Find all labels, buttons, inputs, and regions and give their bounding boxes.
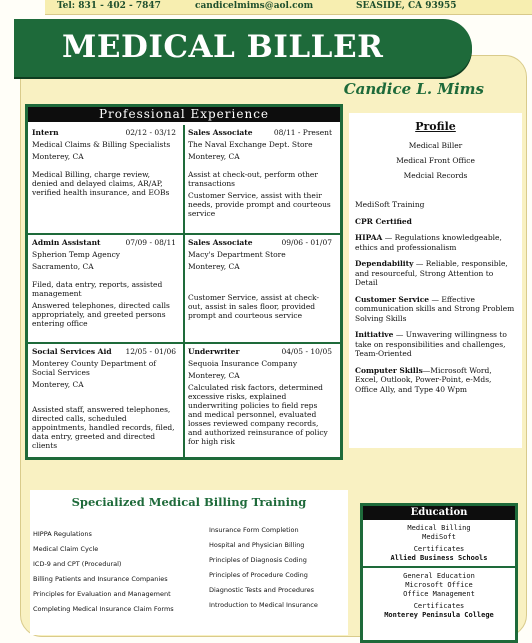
profile-skill	[349, 217, 522, 227]
experience-section	[25, 104, 343, 460]
profile-skill	[349, 295, 522, 324]
job-entry	[29, 236, 179, 330]
training-item: Billing Patients and Insurance Companies	[33, 575, 168, 583]
education-program: MediSoft	[422, 533, 456, 541]
email-text: candicelmims@aol.com	[195, 1, 314, 11]
skill-label: Computer Skills	[355, 365, 423, 375]
job-detail: Filed, data entry, reports, assisted management	[32, 280, 163, 298]
training-item: Principles of Diagnosis Coding	[209, 556, 307, 564]
job-dates: 04/05 - 10/05	[281, 347, 332, 356]
training-item: Principles of Procedure Coding	[209, 571, 308, 579]
job-detail: Assist at check-out, perform other transactions	[188, 170, 318, 188]
job-city: Monterey, CA	[32, 380, 84, 389]
training-item: Insurance Form Completion	[209, 526, 299, 534]
skill-label: HIPAA	[355, 233, 383, 242]
profile-section	[349, 113, 522, 448]
education-program: Microsoft Office	[405, 581, 473, 589]
row-divider	[28, 342, 340, 344]
job-city: Monterey, CA	[188, 262, 240, 271]
job-employer: The Naval Exchange Dept. Store	[188, 140, 313, 149]
education-entry	[363, 520, 515, 563]
skill-text: —Microsoft Word, Excel, Outlook, Power-Point, e-Mds, Office Ally, and Type 40 Wpm	[355, 365, 492, 394]
training-column-left	[33, 530, 174, 620]
skill-label: Initiative	[355, 330, 394, 339]
training-heading: Specialized Medical Billing Training	[71, 495, 307, 509]
job-detail: Assisted staff, answered telephones, directed calls, scheduled appointments, handled records, filed, data entry, greeted and directed clients	[32, 405, 175, 450]
job-detail: Medical Billing, charge review, denied and delayed claims, AR/AP, verified health insurance, and EOBs	[32, 170, 170, 197]
experience-heading: Professional Experience	[28, 107, 340, 122]
row-divider	[28, 233, 340, 235]
training-item: Principles for Evaluation and Management	[33, 590, 171, 598]
job-entry	[29, 126, 179, 199]
contact-bar	[45, 0, 532, 15]
phone-text: Tel: 831 - 402 - 7847	[57, 1, 161, 11]
skill-label: Dependability	[355, 259, 414, 268]
job-title: Intern	[32, 128, 59, 137]
training-item: HIPPA Regulations	[33, 530, 92, 538]
education-cert: Certificates	[413, 602, 465, 610]
job-dates: 08/11 - Present	[273, 128, 332, 137]
profile-skill	[349, 330, 522, 359]
training-item: Completing Medical Insurance Claim Forms	[33, 605, 174, 613]
job-city: Sacramento, CA	[32, 262, 94, 271]
job-detail: Customer Service, assist at check-out, assist in sales floor, provided prompt and courteous service	[188, 293, 319, 320]
location-text: SEASIDE, CA 93955	[356, 1, 457, 11]
training-section	[30, 490, 348, 635]
training-column-right	[209, 526, 318, 616]
job-entry	[185, 345, 335, 448]
profile-skill	[349, 233, 522, 252]
job-employer: Sequoia Insurance Company	[188, 359, 298, 368]
job-detail: Answered telephones, directed calls appropriately, and greeted persons entering office	[32, 301, 170, 328]
job-employer: Spherion Temp Agency	[32, 250, 121, 259]
job-title: Social Services Aid	[32, 347, 112, 356]
profile-skill	[349, 259, 522, 288]
education-program: Office Management	[403, 590, 475, 598]
job-entry	[29, 345, 179, 452]
education-school: Monterey Peninsula College	[384, 611, 494, 619]
skill-label: Customer Service	[355, 294, 430, 304]
skill-text: — Reliable, responsible, and resourceful, Strong Attention to Detail	[355, 259, 508, 287]
job-title: Admin Assistant	[32, 238, 101, 247]
job-city: Monterey, CA	[32, 152, 84, 161]
job-detail: Calculated risk factors, determined excessive risks, explained underwriting policies to field reps and medical personnel, evaluated losses reviewed company records, and authorized reinsurance of policy for high risk	[188, 383, 328, 446]
training-item: Medical Claim Cycle	[33, 545, 99, 553]
job-city: Monterey, CA	[188, 152, 240, 161]
job-detail: Customer Service, assist with their needs, provide prompt and courteous service	[188, 191, 331, 218]
job-employer: Monterey County Department of Social Services	[32, 359, 157, 377]
skill-text: — Effective communication skills and Strong Problem Solving Skills	[355, 294, 515, 323]
education-cert: Certificates	[413, 545, 465, 553]
profile-role: Medcial Records	[403, 171, 468, 180]
profile-role: Medical Biller	[408, 141, 463, 150]
education-heading: Education	[363, 506, 515, 520]
job-employer: Medical Claims & Billing Specialists	[32, 140, 171, 149]
page-title: MEDICAL BILLER	[62, 29, 384, 65]
job-dates: 09/06 - 01/07	[281, 238, 332, 247]
job-city: Monterey, CA	[188, 371, 240, 380]
education-section	[360, 503, 518, 643]
training-item: Diagnostic Tests and Procedures	[209, 586, 314, 594]
job-employer: Macy's Department Store	[188, 250, 286, 259]
education-school: Allied Business Schools	[390, 554, 488, 562]
education-program: Medical Billing	[407, 524, 471, 532]
training-item: Introduction to Medical Insurance	[209, 601, 318, 609]
training-item: Hospital and Physician Billing	[209, 541, 305, 549]
skill-label: CPR Certified	[355, 216, 412, 226]
profile-role: Medical Front Office	[396, 156, 475, 165]
job-entry	[185, 236, 335, 322]
job-title: Sales Associate	[188, 128, 253, 137]
skill-label: MediSoft Training	[355, 200, 425, 209]
job-dates: 07/09 - 08/11	[125, 238, 176, 247]
profile-skill	[349, 200, 522, 210]
education-entry	[363, 568, 515, 620]
skill-text: — Unwavering willingness to take on responsibilities and challenges, Team-Oriented	[355, 330, 507, 358]
education-program: General Education	[403, 572, 475, 580]
job-dates: 02/12 - 03/12	[125, 128, 176, 137]
profile-heading: Profile	[415, 120, 456, 133]
title-banner	[14, 19, 472, 77]
candidate-name: Candice L. Mims	[343, 80, 484, 98]
job-title: Underwriter	[188, 347, 240, 356]
skill-text: — Regulations knowledgeable, ethics and professionalism	[355, 233, 502, 252]
profile-skill	[349, 366, 522, 395]
training-item: ICD-9 and CPT (Procedural)	[33, 560, 122, 568]
job-dates: 12/05 - 01/06	[125, 347, 176, 356]
job-entry	[185, 126, 335, 220]
job-title: Sales Associate	[188, 238, 253, 247]
